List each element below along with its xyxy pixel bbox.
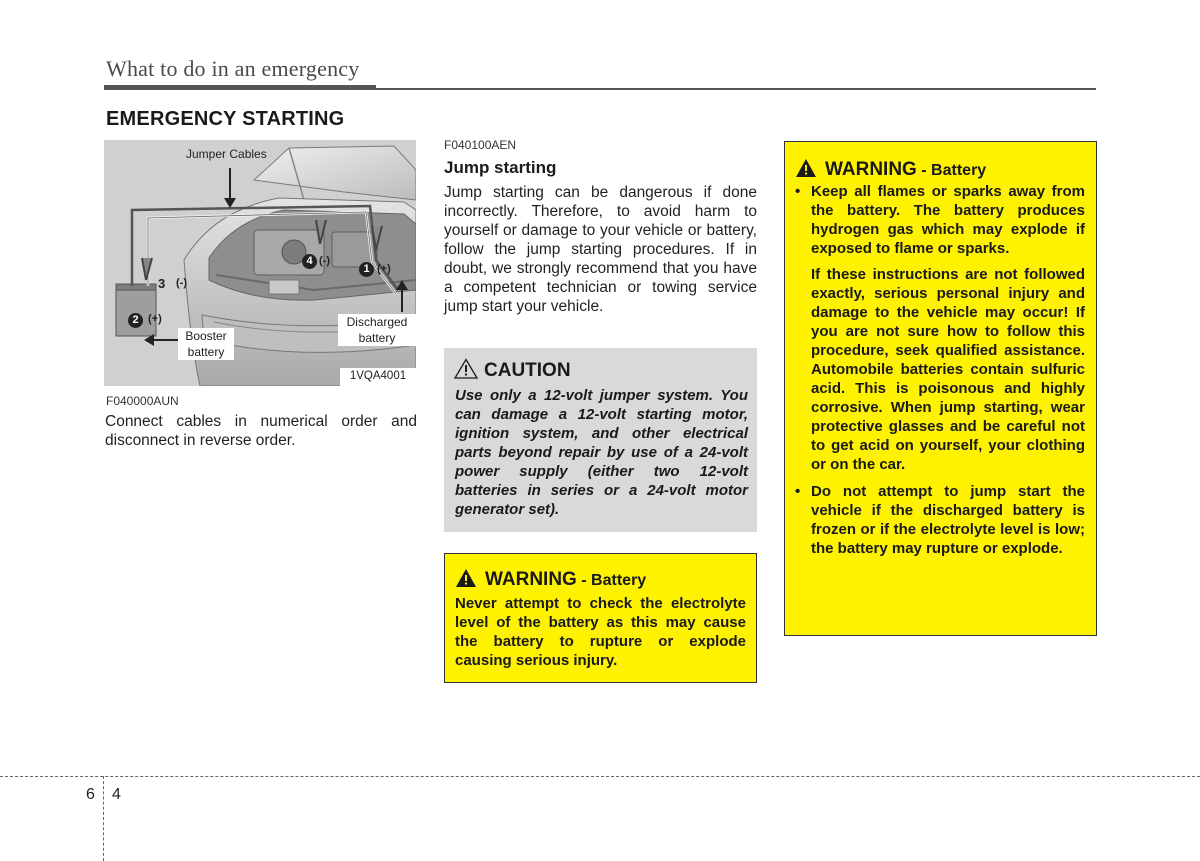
footer-divider bbox=[0, 776, 1200, 777]
warning-electrolyte-text: Never attempt to check the electrolyte level of the battery as this may cause the battery to rupture or explode causing serious injury. bbox=[455, 595, 746, 669]
warning-subtitle: - Battery bbox=[921, 162, 987, 179]
warning-box-battery bbox=[784, 141, 1097, 636]
step-3-marker: 3 bbox=[158, 276, 166, 291]
step-4-polarity: (-) bbox=[319, 255, 330, 267]
middle-section-code: F040100AEN bbox=[444, 138, 517, 152]
page-number: 4 bbox=[112, 786, 121, 803]
warning-triangle-icon bbox=[795, 158, 817, 178]
warning-heading bbox=[455, 568, 646, 591]
jump-starting-text: Jump starting can be dangerous if done incorrectly. Therefore, to avoid harm to yourself or damage to your vehicle or battery, follow the jump starting procedures. If in doubt, we strongly recommend that you have a competent technician or towing service jump start your vehicle. bbox=[444, 184, 757, 315]
header-rule-thick bbox=[104, 85, 376, 90]
jump-start-illustration bbox=[104, 140, 416, 386]
left-section-code: F040000AUN bbox=[106, 394, 179, 408]
figure-code: 1VQA4001 bbox=[340, 368, 416, 386]
warning-title: WARNING bbox=[485, 569, 577, 590]
caution-box bbox=[444, 348, 757, 532]
warning-heading bbox=[795, 158, 986, 181]
step-1-marker: 1 bbox=[359, 262, 374, 277]
caution-title: CAUTION bbox=[484, 360, 571, 381]
discharged-battery-label: Discharged battery bbox=[338, 314, 416, 346]
page-chapter-number: 6 bbox=[86, 786, 95, 803]
step-4-marker: 4 bbox=[302, 254, 317, 269]
list-item bbox=[793, 482, 1085, 558]
jump-starting-heading: Jump starting bbox=[444, 158, 557, 177]
section-title: EMERGENCY STARTING bbox=[106, 108, 345, 130]
list-item bbox=[793, 182, 1085, 474]
caution-heading bbox=[454, 358, 571, 382]
warning-subtitle: - Battery bbox=[581, 572, 647, 589]
step-3-polarity: (-) bbox=[176, 277, 187, 289]
warning-title: WARNING bbox=[825, 159, 917, 180]
step-2-polarity: (+) bbox=[148, 313, 162, 325]
warning-box-electrolyte bbox=[444, 553, 757, 683]
chapter-title: What to do in an emergency bbox=[106, 56, 360, 81]
header-rule-thin bbox=[376, 88, 1096, 90]
footer-vertical-divider bbox=[103, 776, 104, 861]
step-1-polarity: (+) bbox=[377, 263, 391, 275]
jumper-cables-label: Jumper Cables bbox=[186, 147, 267, 161]
warning-battery-list bbox=[793, 182, 1085, 558]
warning-bullet-1-para-1: • Keep all flames or sparks away from the battery. The battery produces hydrogen gas which may explode if exposed to flame or sparks. bbox=[811, 183, 1085, 257]
warning-bullet-1-para-2: If these instructions are not followed exactly, serious personal injury and damage to the vehicle may occur! If you are not sure how to follow this procedure, seek qualified assistance. Automobile batteries contain sulfuric acid. This is poisonous and highly corrosive. When jump starting, wear protective glasses and be careful not to get acid on yourself, your clothing or on the car. bbox=[811, 266, 1085, 473]
warning-bullet-2: • Do not attempt to jump start the vehicle if the discharged battery is frozen or if the electrolyte level is low; the battery may rupture or explode. bbox=[811, 483, 1085, 557]
caution-triangle-icon bbox=[454, 358, 478, 379]
caution-text: Use only a 12-volt jumper system. You can damage a 12-volt starting motor, ignition system, and other electrical parts beyond repair by use of a 24-volt power supply (either two 12-volt batteries in series or a 24-volt motor generator set). bbox=[455, 387, 748, 518]
connect-cables-text: Connect cables in numerical order and disconnect in reverse order. bbox=[105, 413, 417, 449]
booster-battery-label: Booster battery bbox=[178, 328, 234, 360]
step-2-marker: 2 bbox=[128, 313, 143, 328]
warning-triangle-icon bbox=[455, 568, 477, 588]
